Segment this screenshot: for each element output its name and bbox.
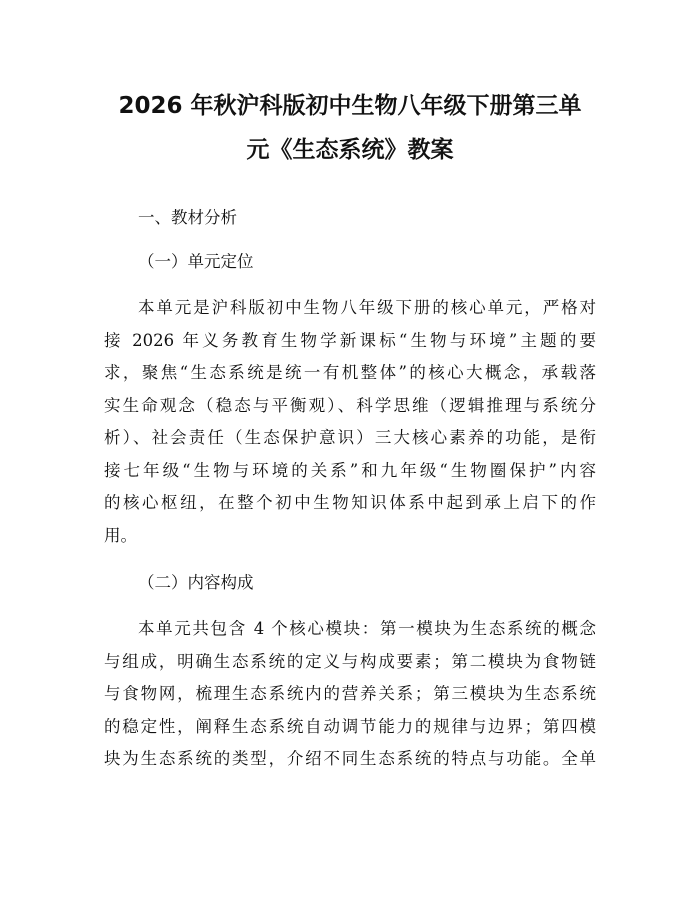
title-line: 2026 年秋沪科版初中生物八年级下册第三单 xyxy=(118,93,582,119)
paragraph-unit-positioning xyxy=(104,292,596,552)
document-title xyxy=(104,84,596,172)
paragraph-content-composition xyxy=(104,613,596,776)
paragraph-line: 的核心枢纽，在整个初中生物知识体系中起到承上启下的作 xyxy=(104,493,596,512)
paragraph-line: 接七年级“生物与环境的关系”和九年级“生物圈保护”内容 xyxy=(104,460,596,480)
paragraph-line: 实生命观念（稳态与平衡观）、科学思维（逻辑推理与系统分 xyxy=(104,395,596,415)
title-line: 元《生态系统》教案 xyxy=(246,137,454,163)
subsection-heading-unit-positioning: （一）单元定位 xyxy=(138,252,254,271)
section-heading-teaching-material-analysis: 一、教材分析 xyxy=(138,208,237,227)
paragraph-line: 与食物网，梳理生态系统内的营养关系；第三模块为生态系统 xyxy=(104,684,596,703)
paragraph-line: 求，聚焦“生态系统是统一有机整体”的核心大概念，承载落 xyxy=(104,363,596,382)
paragraph-line: 本单元是沪科版初中生物八年级下册的核心单元，严格对 xyxy=(138,298,596,317)
paragraph-line: 用。 xyxy=(104,525,137,545)
paragraph-line: 本单元共包含 4 个核心模块：第一模块为生态系统的概念 xyxy=(138,619,596,638)
paragraph-line: 析）、社会责任（生态保护意识）三大核心素养的功能，是衔 xyxy=(104,428,596,447)
paragraph-line: 接 2026 年义务教育生物学新课标“生物与环境”主题的要 xyxy=(104,330,596,350)
paragraph-line: 与组成，明确生态系统的定义与构成要素；第二模块为食物链 xyxy=(104,651,596,671)
subsection-heading-content-composition: （二）内容构成 xyxy=(138,573,254,592)
paragraph-line: 的稳定性，阐释生态系统自动调节能力的规律与边界；第四模 xyxy=(104,716,596,736)
paragraph-line: 块为生态系统的类型，介绍不同生态系统的特点与功能。全单 xyxy=(104,749,596,768)
